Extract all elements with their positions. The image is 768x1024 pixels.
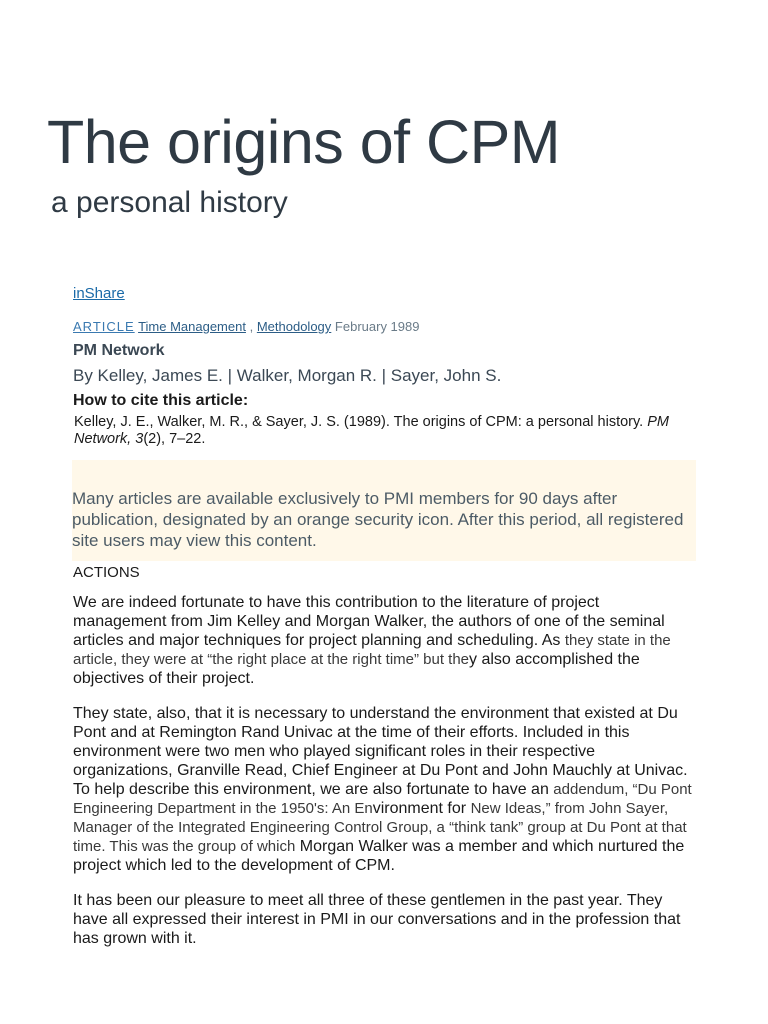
citation-issue: (2), 7–22. (143, 431, 206, 447)
page-subtitle: a personal history (51, 186, 288, 219)
actions-label: ACTIONS (73, 564, 140, 581)
paragraph-1-text: We are indeed fortunate to have this contribution to the literature of project management from Jim Kelley and Morgan Walker, the authors of one of the seminal articles and major techniques for project planning and scheduling. As (73, 594, 665, 649)
article-content (73, 284, 697, 964)
publication-name: PM Network (73, 342, 165, 359)
category-link-time-management[interactable]: Time Management (138, 319, 246, 334)
publication-date: February 1989 (334, 319, 420, 334)
author-list: By Kelley, James E. | Walker, Morgan R. | Sayer, John S. (73, 366, 502, 385)
citation-text (74, 414, 697, 448)
body-paragraph-3: It has been our pleasure to meet all three of these gentlemen in the past year. They have all expressed their interest in PMI in our conversations and in the profession that has grown with it. (73, 892, 681, 947)
paragraph-2-text: vironment for (372, 800, 467, 817)
citation-heading: How to cite this article: (73, 392, 249, 409)
article-type-link[interactable]: ARTICLE (73, 319, 135, 334)
member-access-notice: Many articles are available exclusively to PMI members for 90 days after publication, designated by an orange security icon. After this period, all registered site users may view this content. (72, 460, 696, 561)
inshare-link[interactable]: inShare (73, 285, 125, 302)
citation-main: Kelley, J. E., Walker, M. R., & Sayer, J. S. (1989). The origins of CPM: a personal history. (74, 414, 644, 430)
category-link-methodology[interactable]: Methodology (256, 319, 332, 334)
paragraph-2-text: They state, also, that it is necessary to understand the environment that existed at Du Pont and at Remington Rand Univac at the time of their efforts. Included in this environment were two men who played significant roles in their respective organizations, Granville Read, Chief Engineer at Du Pont and John Mauchly at Univac. To help describe this environment, we are also fortunate to have an (73, 705, 688, 798)
category-separator: , (249, 319, 254, 334)
paragraph-1-text: they state in the article, they were at “the right place at the right time” but the (73, 632, 671, 668)
article-meta (73, 319, 697, 335)
paragraph-2-text: Morgan Walker was a member and which nurtured the project which led to the development of CPM. (73, 838, 685, 874)
page-title: The origins of CPM (47, 108, 561, 176)
citation-journal: PM Network, 3 (74, 414, 669, 447)
body-paragraph-2 (73, 704, 697, 875)
paragraph-2-text: addendum, “Du Pont Engineering Department in the 1950's: An En (73, 781, 692, 817)
body-paragraph-1 (73, 593, 697, 688)
paragraph-2-text: New Ideas,” from John Sayer, Manager of the Integrated Engineering Control Group, a “think tank” group at Du Pont at that time. This was the group of which (73, 800, 687, 855)
paragraph-1-text: y also accomplished the objectives of their project. (73, 651, 640, 687)
